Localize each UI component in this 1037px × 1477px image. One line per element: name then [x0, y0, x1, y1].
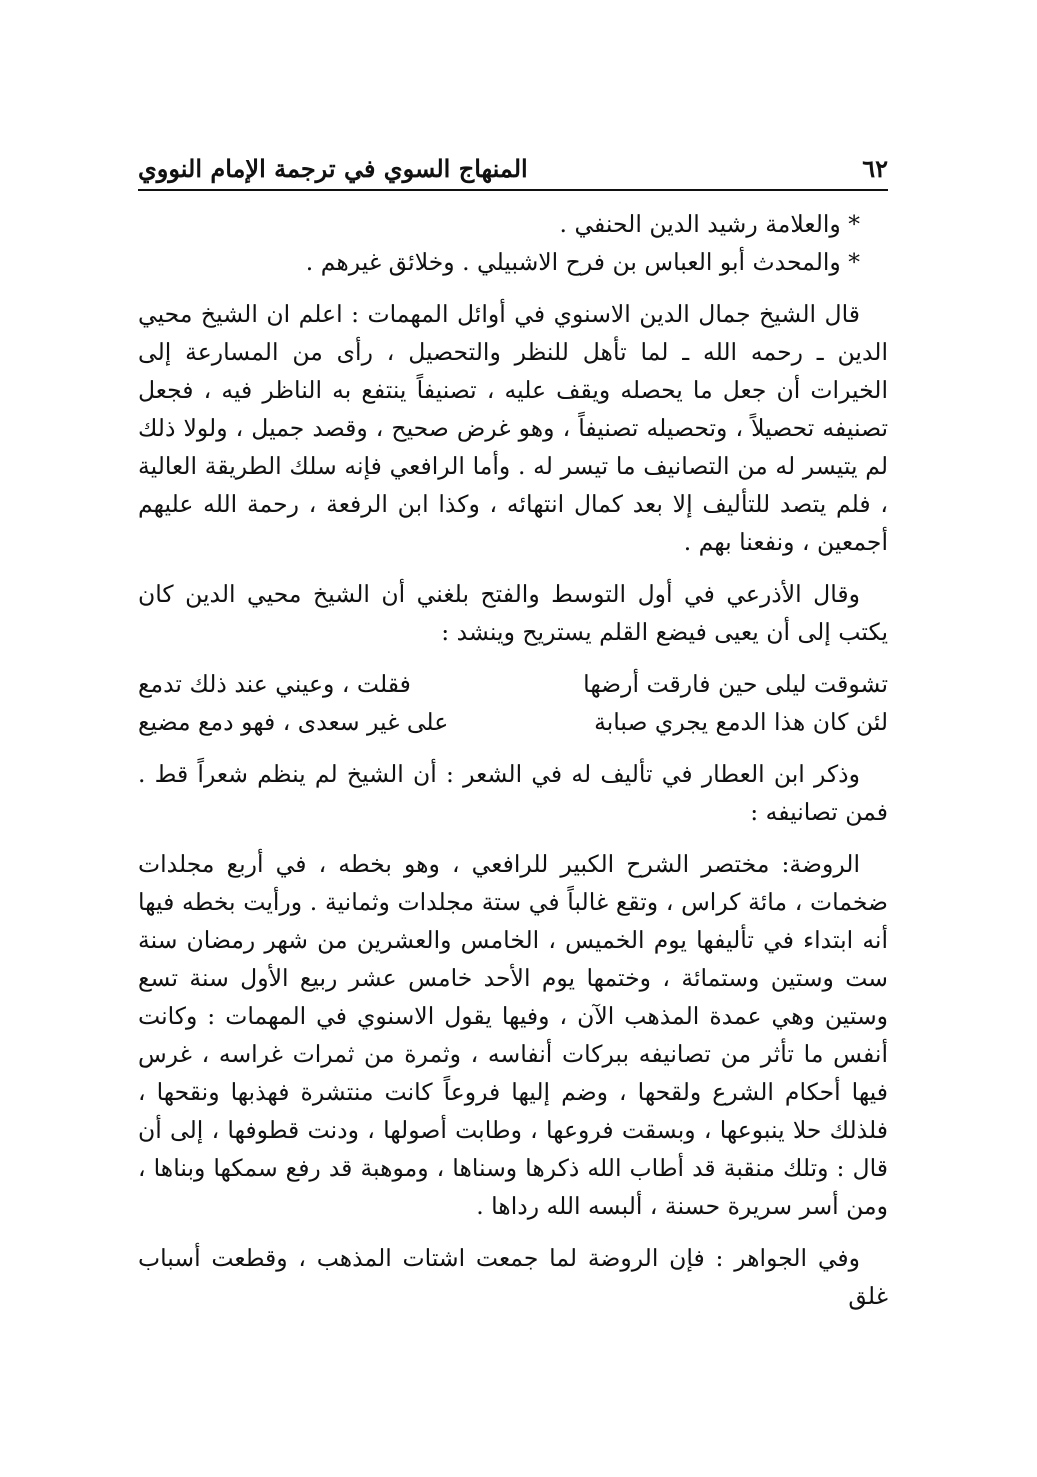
bullet-item: * والعلامة رشيد الدين الحنفي . — [559, 210, 860, 238]
verse-first-hemistich: تشوقت ليلى حين فارقت أرضها — [583, 670, 888, 698]
paragraph-ibn-attar: وذكر ابن العطار في تأليف له في الشعر : أن الشيخ لم ينظم شعراً قط . فمن تصانيفه : — [138, 760, 888, 826]
verse-second-hemistich: على غير سعدى ، فهو دمع مضيع — [138, 708, 449, 736]
verse-second-hemistich: فقلت ، وعيني عند ذلك تدمع — [138, 670, 411, 698]
paragraph-rawda: الروضة: مختصر الشرح الكبير للرافعي ، وهو بخطه ، في أربع مجلدات ضخمات ، مائة كراس ، وتقع غالباً في ستة مجلدات وثمانية . ورأيت بخطه فيها أنه ابتداء في تأليفها يوم الخميس ، الخامس والعشرين من شهر رمضان سنة ست وستين وستمائة ، وختمها يوم الأحد خامس عشر ربيع الأول سنة تسع وستين وهي عمدة المذهب الآن ، وفيها يقول الاسنوي في المهمات : وكانت أنفس ما تأثر من تصانيفه ببركات أنفاسه ، وثمرة من ثمرات غراسه ، غرس فيها أحكام الشرع ولقحها ، وضم إليها فروعاً كانت منتشرة فهذبها ونقحها ، فلذلك حلا ينبوعها ، وبسقت فروعها ، وطابت أصولها ، ودنت قطوفها ، إلى أن قال : وتلك منقبة قد أطاب الله ذكرها وسناها ، وموهبة قد رفع سمكها وبناها ، ومن أسر سريرة حسنة ، ألبسه الله رداها . — [138, 850, 888, 1220]
verse-line — [138, 665, 888, 703]
page-header — [138, 143, 888, 191]
bullet-item: * والمحدث أبو العباس بن فرح الاشبيلي . وخلائق غيرهم . — [305, 248, 860, 276]
verse-first-hemistich: لئن كان هذا الدمع يجري صبابة — [594, 708, 888, 736]
poem — [138, 665, 888, 741]
paragraph-isnawi-quote: قال الشيخ جمال الدين الاسنوي في أوائل المهمات : اعلم ان الشيخ محيي الدين ـ رحمه الله ـ لما تأهل للنظر والتحصيل ، رأى من المسارعة إلى الخيرات أن جعل ما يحصله ويقف عليه ، تصنيفاً ينتفع به الناظر فيه ، فجعل تصنيفه تحصيلاً ، وتحصيله تصنيفاً ، وهو غرض صحيح ، وقصد جميل ، ولولا ذلك لم يتيسر له من التصانيف ما تيسر له . وأما الرافعي فإنه سلك الطريقة العالية ، فلم يتصد للتأليف إلا بعد كمال انتهائه ، وكذا ابن الرفعة ، رحمة الله عليهم أجمعين ، ونفعنا بهم . — [138, 300, 888, 556]
body-text — [138, 205, 888, 1315]
paragraph-adhrai-intro: وقال الأذرعي في أول التوسط والفتح بلغني أن الشيخ محيي الدين كان يكتب إلى أن يعيى فيضع القلم يستريح وينشد : — [138, 580, 888, 646]
paragraph-jawahir: وفي الجواهر : فإن الروضة لما جمعت اشتات المذهب ، وقطعت أسباب غلق — [138, 1244, 888, 1310]
running-title: المنهاج السوي في ترجمة الإمام النووي — [138, 154, 528, 183]
page-number: ٦٢ — [862, 154, 888, 183]
verse-line — [138, 703, 888, 741]
